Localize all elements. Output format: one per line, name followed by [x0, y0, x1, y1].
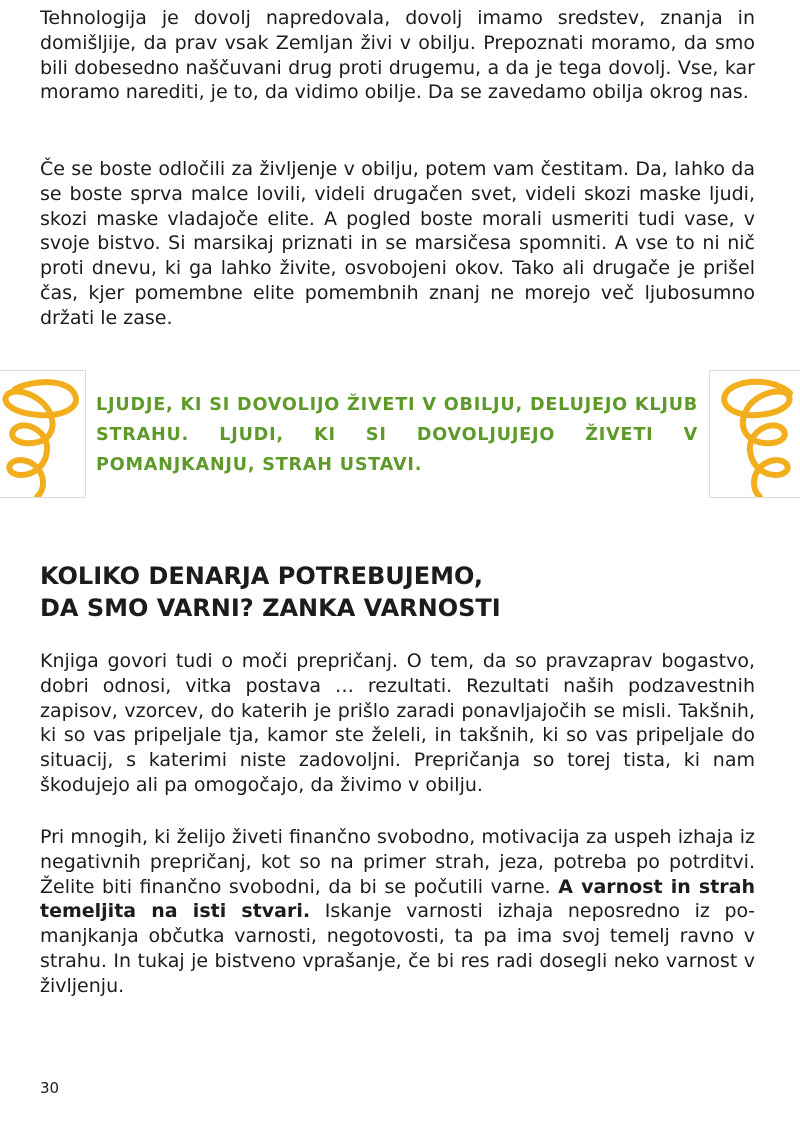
body-paragraph	[40, 825, 755, 999]
section-heading	[40, 560, 760, 624]
body-paragraph: Knjiga govori tudi o moči prepričanj. O tem, da so pravzaprav bogastvo, dobri odnosi, vitka postava … rezultati. Rezultati naših podzavestnih zapisov, vzorcev, do katerih je prišlo zaradi ponavljajočih se misli. Takšnih, ki so vas pripeljale tja, kamor ste želeli, in takšnih, ki so vas pripeljale do situacij, s katerimi niste zadovoljni. Prepričanja so torej tista, ki nam škodujejo ali pa omogočajo, da živimo v obilju.	[40, 650, 755, 796]
pull-quote-text: LJUDJE, KI SI DOVOLIJO ŽIVETI V OBILJU, DELUJEJO KLJUB STRAHU. LJUDI, KI SI DOVOLJUJEJO ŽIVETI V POMANJKANJU, STRAH USTAVI.	[96, 395, 698, 475]
section-heading-line: KOLIKO DENARJA POTREBUJEMO,	[40, 562, 483, 590]
body-paragraph: Tehnologija je dovolj napredovala, dovolj imamo sredstev, znanja in domišljije, da prav vsak Zemljan živi v obilju. Prepoznati moramo, da smo bili dobesedno naščuvani drug proti drugemu, a da je tega dovolj. Vse, kar moramo narediti, je to, da vidimo obilje. Da se zavedamo obilja okrog nas.	[40, 7, 755, 104]
body-paragraph: Če se boste odločili za življenje v obilju, potem vam čestitam. Da, lahko da se boste sprva malce lovili, videli drugačen svet, videli skozi maske ljudi, skozi maske vladajoče elite. A pogled boste morali usmeriti tudi vase, v svoje bistvo. Si marsikaj priznati in se marsičesa spomniti. A vse to ni nič proti dnevu, ki ga lahko živite, osvobojeni okov. Tako ali drugače je prišel čas, kjer pomembne elite pomembnih znanj ne morejo več ljubosumno držati le zase.	[40, 158, 755, 329]
quote-right-frame	[709, 370, 800, 498]
paragraph-text: Pri mnogih, ki želijo živeti finančno svobodno, motivacija za uspeh izhaja iz negativnih prepričanj, kot so na primer strah, jeza, potreba po potrditvi. Želite biti finančno svobodni, da bi se počutili varne.	[40, 826, 755, 898]
spiral-swirl-icon	[710, 371, 800, 497]
spiral-swirl-icon	[0, 371, 85, 497]
section-heading-line: DA SMO VARNI? ZANKA VARNOSTI	[40, 594, 501, 622]
page-number: 30	[40, 1079, 60, 1097]
bold-emphasis: A varnost in strah temeljita na isti stvari.	[40, 875, 755, 923]
pull-quote	[0, 370, 800, 498]
paragraph-text: Iskanje varnosti izhaja neposredno iz pomanjkanja občutka varnosti, negotovosti, ta pa ima svoj temelj ravno v strahu. In tukaj je bistveno vprašanje, če bi res radi dosegli neko varnost v življenju.	[40, 900, 755, 997]
quote-left-frame	[0, 370, 86, 498]
